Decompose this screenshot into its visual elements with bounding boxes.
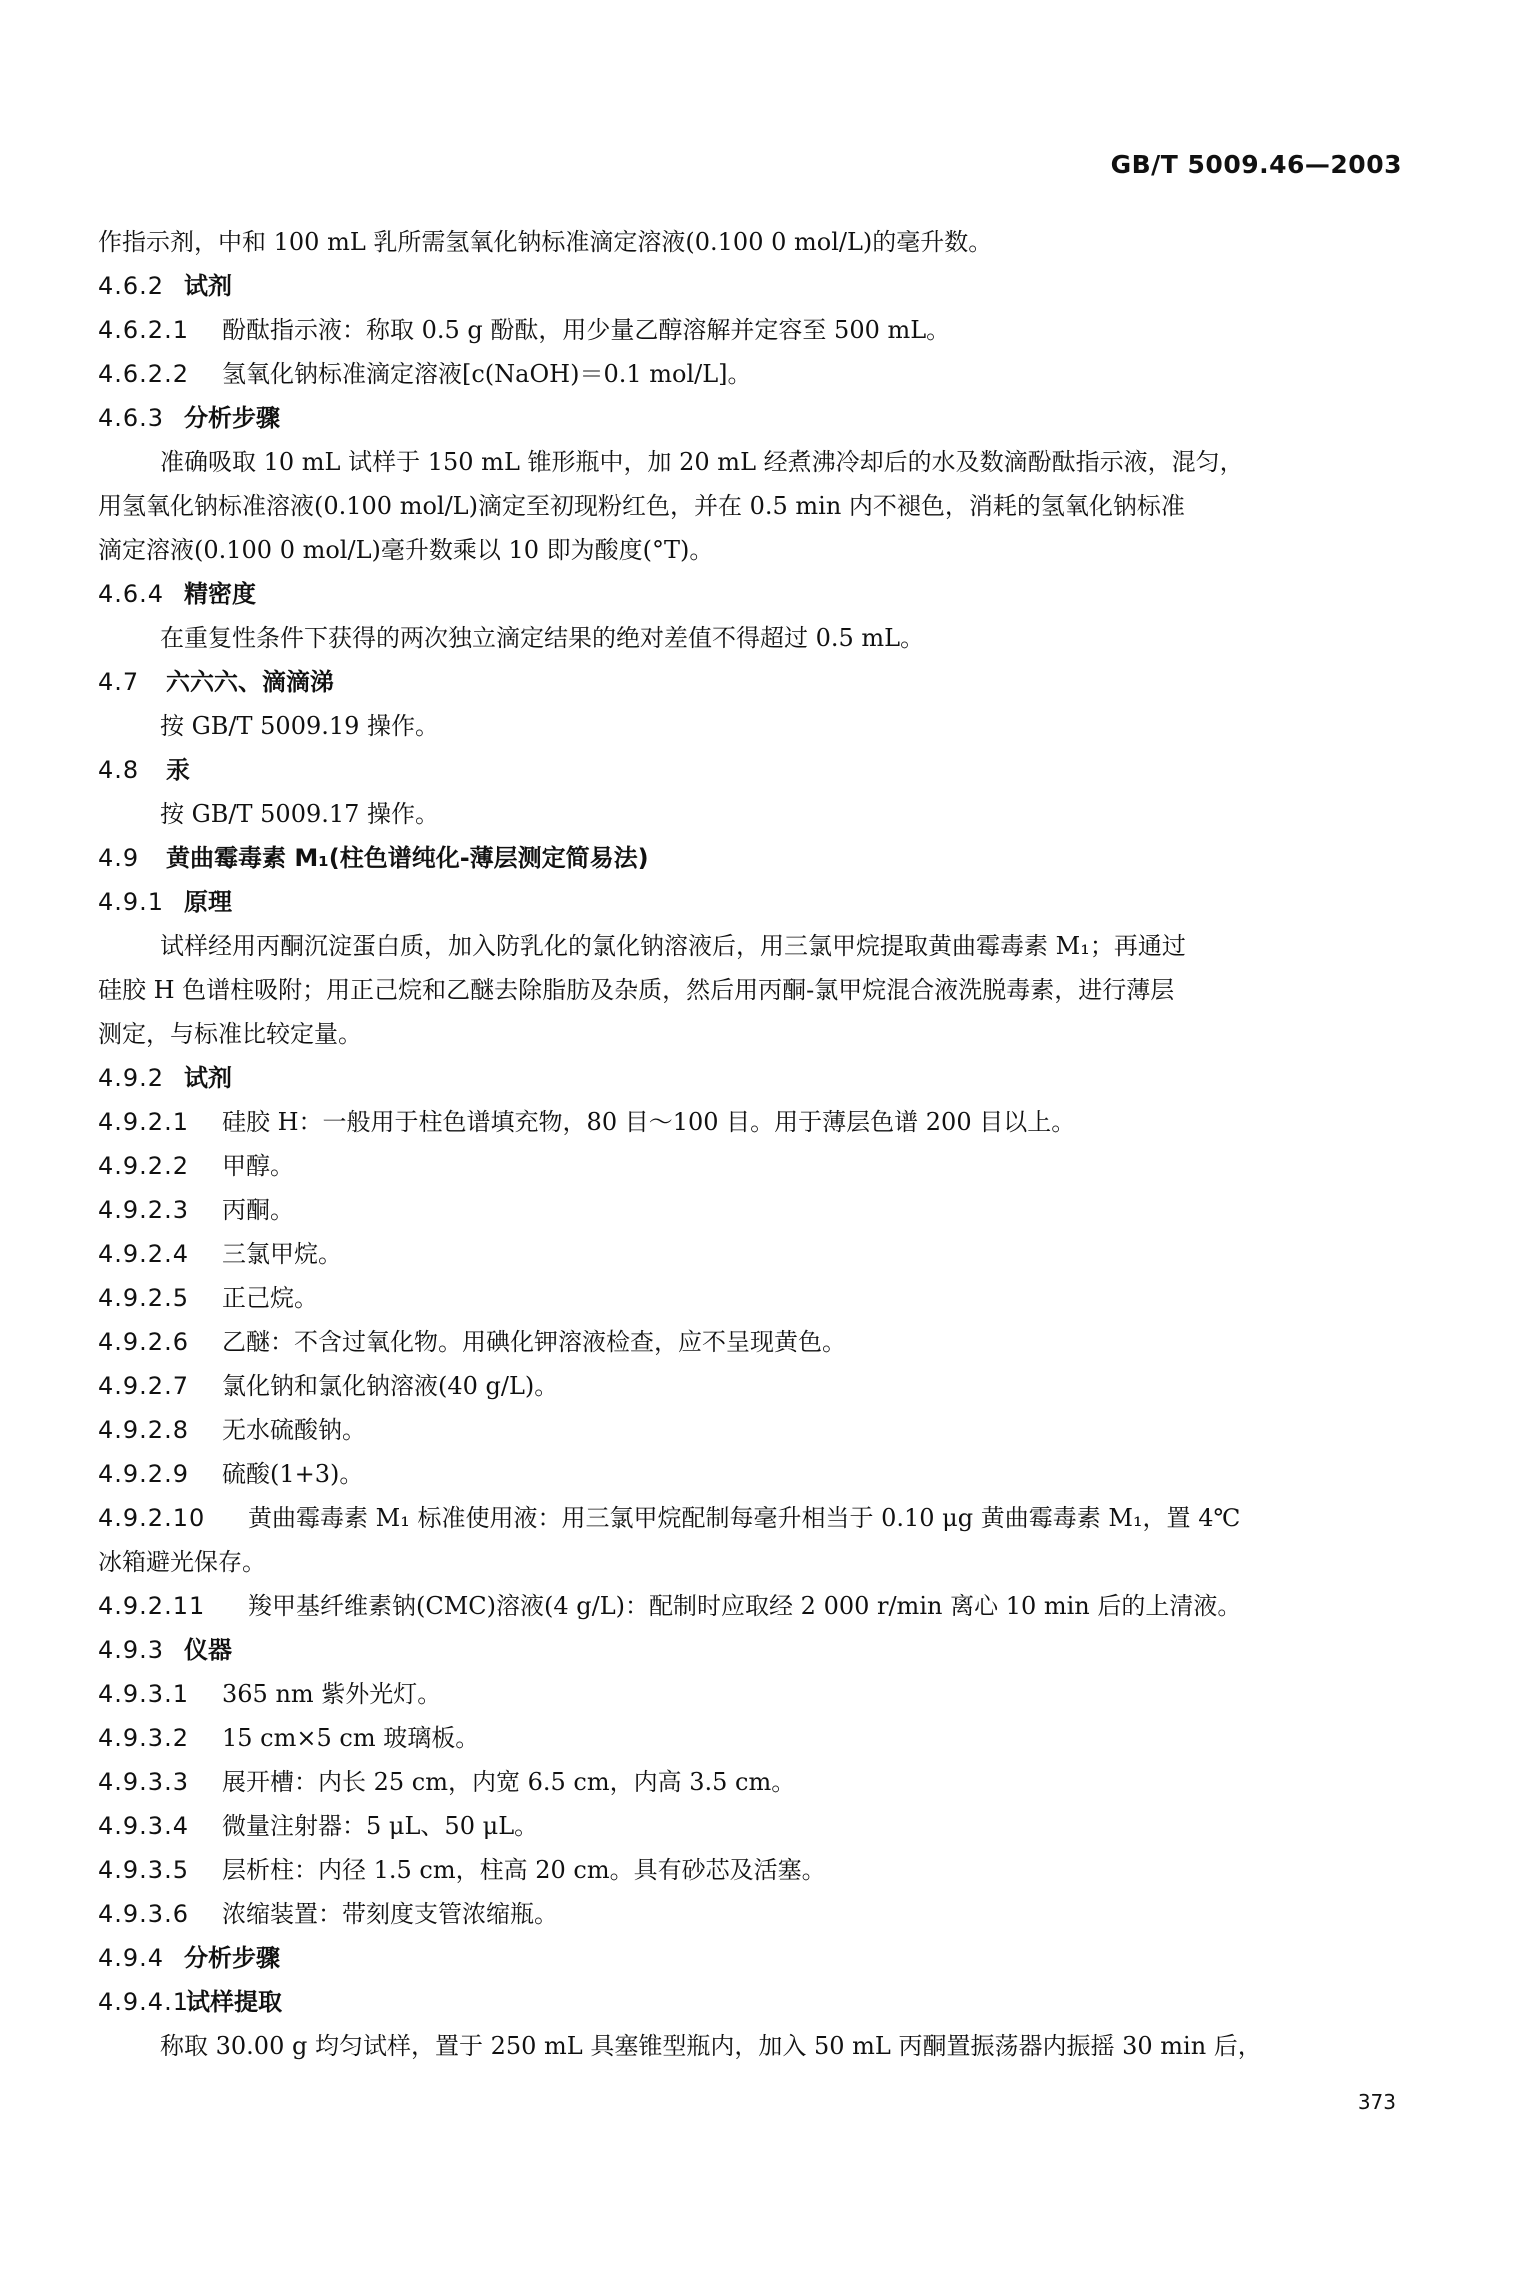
section-number: 4.9.3 [98, 1636, 165, 1664]
section-number: 4.9.2 [98, 1064, 165, 1092]
section-number: 4.9.4.1 [98, 1988, 189, 2016]
item-text: 15 cm×5 cm 玻璃板。 [222, 1724, 480, 1752]
item-number: 4.6.2.1 [98, 316, 189, 344]
section-number: 4.8 [98, 756, 140, 784]
list-item [98, 1408, 1410, 1452]
list-item [98, 1716, 1410, 1760]
list-item [98, 1584, 1410, 1628]
paragraph-line: 滴定溶液(0.100 0 mol/L)毫升数乘以 10 即为酸度(°T)。 [98, 536, 714, 564]
list-item [98, 1276, 1410, 1320]
list-item [98, 1892, 1410, 1936]
section-title: 分析步骤 [184, 1944, 280, 1972]
list-item [98, 1496, 1410, 1540]
list-item [98, 1364, 1410, 1408]
section-heading [98, 836, 1410, 880]
list-item [98, 1188, 1410, 1232]
section-number: 4.7 [98, 668, 140, 696]
list-item [98, 1232, 1410, 1276]
paragraph-line: 测定，与标准比较定量。 [98, 1020, 362, 1048]
section-number: 4.9 [98, 844, 140, 872]
section-title: 试剂 [184, 272, 232, 300]
section-number: 4.6.2 [98, 272, 165, 300]
item-text: 365 nm 紫外光灯。 [222, 1680, 442, 1708]
item-text: 乙醚：不含过氧化物。用碘化钾溶液检查，应不呈现黄色。 [222, 1328, 846, 1356]
list-item [98, 308, 1410, 352]
item-text: 层析柱：内径 1.5 cm，柱高 20 cm。具有砂芯及活塞。 [222, 1856, 826, 1884]
list-item [98, 1848, 1410, 1892]
section-heading [98, 396, 1410, 440]
item-number: 4.9.3.2 [98, 1724, 189, 1752]
paragraph-line: 称取 30.00 g 均匀试样，置于 250 mL 具塞锥型瓶内，加入 50 mL 丙酮置振荡器内振摇 30 min 后， [160, 2032, 1262, 2060]
item-text: 酚酞指示液：称取 0.5 g 酚酞，用少量乙醇溶解并定容至 500 mL。 [222, 316, 951, 344]
item-number: 4.9.2.6 [98, 1328, 189, 1356]
paragraph-line: 作指示剂，中和 100 mL 乳所需氢氧化钠标准滴定溶液(0.100 0 mol/L)的毫升数。 [98, 228, 993, 256]
section-heading [98, 572, 1410, 616]
list-item [98, 352, 1410, 396]
item-number: 4.9.2.11 [98, 1592, 206, 1620]
section-title: 原理 [184, 888, 232, 916]
section-heading [98, 880, 1410, 924]
item-text: 甲醇。 [222, 1152, 294, 1180]
section-title: 试剂 [184, 1064, 232, 1092]
standard-code: GB/T 5009.46—2003 [1110, 150, 1402, 179]
list-item [98, 1672, 1410, 1716]
item-number: 4.9.3.5 [98, 1856, 189, 1884]
list-item [98, 1144, 1410, 1188]
item-text: 丙酮。 [222, 1196, 294, 1224]
list-item [98, 1100, 1410, 1144]
section-title: 六六六、滴滴涕 [166, 668, 334, 696]
section-heading [98, 748, 1410, 792]
item-text: 氯化钠和氯化钠溶液(40 g/L)。 [222, 1372, 559, 1400]
paragraph-line: 硅胶 H 色谱柱吸附；用正己烷和乙醚去除脂肪及杂质，然后用丙酮-氯甲烷混合液洗脱毒素，进行薄层 [98, 976, 1175, 1004]
item-number: 4.9.2.7 [98, 1372, 189, 1400]
item-text: 正己烷。 [222, 1284, 318, 1312]
item-number: 4.9.2.9 [98, 1460, 189, 1488]
item-number: 4.9.2.5 [98, 1284, 189, 1312]
section-number: 4.9.1 [98, 888, 165, 916]
paragraph-line: 用氢氧化钠标准溶液(0.100 mol/L)滴定至初现粉红色，并在 0.5 min 内不褪色，消耗的氢氧化钠标准 [98, 492, 1185, 520]
document-body [98, 220, 1410, 2068]
item-number: 4.9.2.10 [98, 1504, 206, 1532]
item-text: 浓缩装置：带刻度支管浓缩瓶。 [222, 1900, 558, 1928]
item-number: 4.9.3.4 [98, 1812, 189, 1840]
section-heading [98, 1980, 1410, 2024]
paragraph-line: 冰箱避光保存。 [98, 1548, 266, 1576]
list-item [98, 1320, 1410, 1364]
item-text: 黄曲霉毒素 M₁ 标准使用液：用三氯甲烷配制每毫升相当于 0.10 μg 黄曲霉毒素 M₁，置 4℃ [248, 1504, 1241, 1532]
list-item [98, 1804, 1410, 1848]
item-number: 4.9.3.3 [98, 1768, 189, 1796]
section-heading [98, 1936, 1410, 1980]
list-item [98, 1760, 1410, 1804]
item-text: 硫酸(1+3)。 [222, 1460, 364, 1488]
page-number: 373 [1357, 2090, 1396, 2114]
section-title: 仪器 [184, 1636, 232, 1664]
section-title: 精密度 [184, 580, 256, 608]
item-number: 4.6.2.2 [98, 360, 189, 388]
section-title: 黄曲霉毒素 M₁(柱色谱纯化-薄层测定简易法) [166, 844, 649, 872]
item-number: 4.9.2.1 [98, 1108, 189, 1136]
item-text: 氢氧化钠标准滴定溶液[c(NaOH)＝0.1 mol/L]。 [222, 360, 752, 388]
item-number: 4.9.2.4 [98, 1240, 189, 1268]
section-heading [98, 264, 1410, 308]
paragraph-line: 试样经用丙酮沉淀蛋白质，加入防乳化的氯化钠溶液后，用三氯甲烷提取黄曲霉毒素 M₁；再通过 [160, 932, 1186, 960]
item-number: 4.9.2.2 [98, 1152, 189, 1180]
item-text: 展开槽：内长 25 cm，内宽 6.5 cm，内高 3.5 cm。 [222, 1768, 796, 1796]
item-number: 4.9.3.6 [98, 1900, 189, 1928]
paragraph-line: 在重复性条件下获得的两次独立滴定结果的绝对差值不得超过 0.5 mL。 [160, 624, 925, 652]
item-number: 4.9.3.1 [98, 1680, 189, 1708]
section-heading [98, 1056, 1410, 1100]
paragraph-line: 按 GB/T 5009.17 操作。 [160, 800, 440, 828]
section-title: 试样提取 [186, 1988, 282, 2016]
item-text: 羧甲基纤维素钠(CMC)溶液(4 g/L)：配制时应取经 2 000 r/min 离心 10 min 后的上清液。 [248, 1592, 1242, 1620]
item-text: 微量注射器：5 μL、50 μL。 [222, 1812, 539, 1840]
item-text: 三氯甲烷。 [222, 1240, 342, 1268]
section-heading [98, 660, 1410, 704]
item-number: 4.9.2.8 [98, 1416, 189, 1444]
item-number: 4.9.2.3 [98, 1196, 189, 1224]
item-text: 硅胶 H：一般用于柱色谱填充物，80 目～100 目。用于薄层色谱 200 目以上。 [222, 1108, 1076, 1136]
section-number: 4.6.3 [98, 404, 165, 432]
section-title: 汞 [166, 756, 190, 784]
list-item [98, 1452, 1410, 1496]
section-title: 分析步骤 [184, 404, 280, 432]
paragraph-line: 按 GB/T 5009.19 操作。 [160, 712, 440, 740]
section-heading [98, 1628, 1410, 1672]
section-number: 4.9.4 [98, 1944, 165, 1972]
paragraph-line: 准确吸取 10 mL 试样于 150 mL 锥形瓶中，加 20 mL 经煮沸冷却后的水及数滴酚酞指示液，混匀， [160, 448, 1244, 476]
item-text: 无水硫酸钠。 [222, 1416, 366, 1444]
section-number: 4.6.4 [98, 580, 165, 608]
